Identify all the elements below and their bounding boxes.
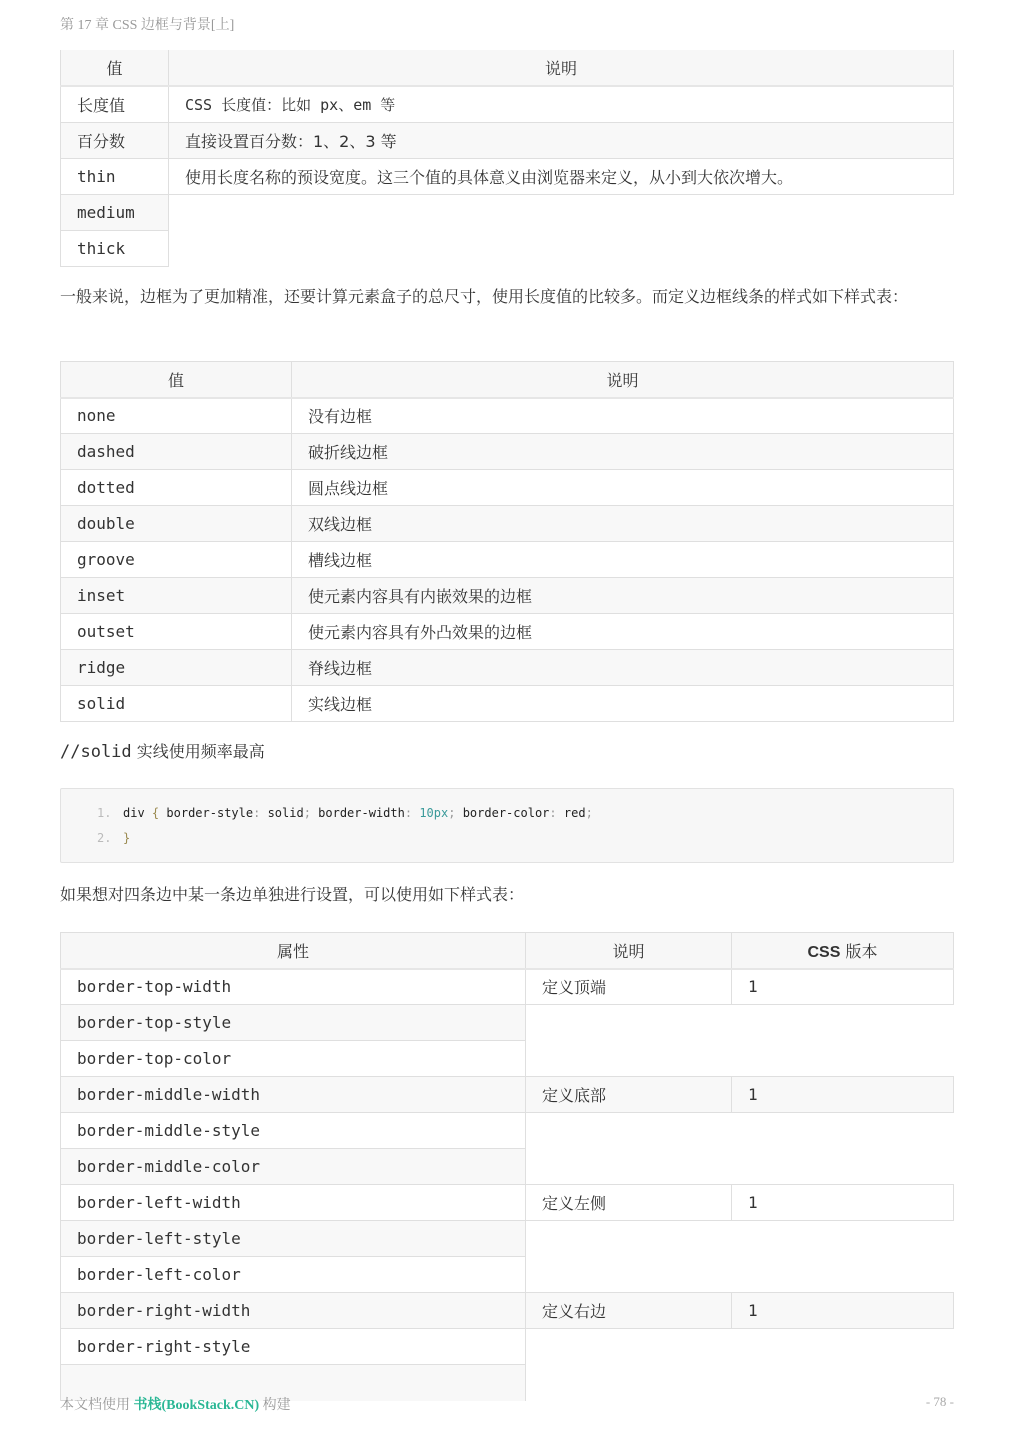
- cell-property: border-left-color: [61, 1257, 526, 1293]
- code-property: border-width: [318, 806, 405, 820]
- cell-value: medium: [61, 194, 169, 230]
- border-side-table: [60, 932, 954, 1401]
- table-row: [61, 614, 954, 650]
- table-row: [61, 158, 954, 194]
- cell-value: thick: [61, 230, 169, 266]
- cell-desc: 使元素内容具有外凸效果的边框: [292, 614, 954, 650]
- cell-version: 1: [732, 1077, 954, 1113]
- line-number: 2.: [97, 831, 112, 845]
- table-row: [61, 1185, 954, 1221]
- cell-property: border-left-style: [61, 1221, 526, 1257]
- col-header-desc: 说明: [169, 50, 954, 86]
- code-brace: }: [123, 831, 131, 845]
- col-header-property: 属性: [61, 933, 526, 969]
- table-row: [61, 122, 954, 158]
- cell-property: border-right-style: [61, 1329, 526, 1365]
- empty-cell: [526, 1041, 954, 1077]
- cell-desc: 定义顶端: [526, 969, 732, 1005]
- border-style-table: [60, 361, 954, 722]
- cell-property: border-top-width: [61, 969, 526, 1005]
- table-row: [61, 1005, 954, 1041]
- cell-property: border-top-color: [61, 1041, 526, 1077]
- footer-suffix: 构建: [259, 1398, 291, 1413]
- empty-cell: [526, 1149, 954, 1185]
- cell-value: solid: [61, 686, 292, 722]
- page-number: - 78 -: [925, 1394, 954, 1409]
- table-row: [61, 1221, 954, 1257]
- table-row: [61, 506, 954, 542]
- cell-desc: 使用长度名称的预设宽度。这三个值的具体意义由浏览器来定义，从小到大依次增大。: [169, 158, 954, 194]
- table-row: [61, 1293, 954, 1329]
- cell-desc: 破折线边框: [292, 434, 954, 470]
- cell-desc: 直接设置百分数：1、2、3 等: [169, 122, 954, 158]
- empty-cell: [169, 194, 954, 230]
- code-property: border-color: [462, 806, 550, 820]
- cell-property: border-top-style: [61, 1005, 526, 1041]
- table-row: [61, 434, 954, 470]
- empty-cell: [526, 1221, 954, 1257]
- cell-value: dashed: [61, 434, 292, 470]
- page-header-title: 第 17 章 CSS 边框与背景[上]: [60, 18, 235, 33]
- cell-desc: 槽线边框: [292, 542, 954, 578]
- code-property: border-style: [166, 806, 254, 820]
- footer-brand-link[interactable]: 书栈(BookStack.CN): [133, 1398, 260, 1413]
- table-row: [61, 230, 954, 266]
- cell-value: 长度值: [61, 86, 169, 122]
- code-selector: div: [123, 806, 145, 820]
- cell-desc: 没有边框: [292, 398, 954, 434]
- cell-value: dotted: [61, 470, 292, 506]
- line-number: 1.: [97, 806, 112, 820]
- cell-value: none: [61, 398, 292, 434]
- col-header-value: 值: [61, 362, 292, 398]
- cell-value: 百分数: [61, 122, 169, 158]
- cell-value: double: [61, 506, 292, 542]
- code-line: [97, 826, 953, 851]
- code-block: [60, 788, 954, 863]
- cell-value: ridge: [61, 650, 292, 686]
- cell-property: border-middle-color: [61, 1149, 526, 1185]
- cell-value: groove: [61, 542, 292, 578]
- col-header-desc: 说明: [292, 362, 954, 398]
- table-row: [61, 650, 954, 686]
- table-row: [61, 542, 954, 578]
- cell-value: inset: [61, 578, 292, 614]
- cell-version: 1: [732, 969, 954, 1005]
- table-row: [61, 578, 954, 614]
- cell-desc: 使元素内容具有内嵌效果的边框: [292, 578, 954, 614]
- note-code: //solid: [60, 742, 132, 762]
- cell-property: border-middle-width: [61, 1077, 526, 1113]
- empty-cell: [526, 1329, 954, 1365]
- table-row: [61, 470, 954, 506]
- cell-desc: 脊线边框: [292, 650, 954, 686]
- table-row: [61, 398, 954, 434]
- cell-property: border-left-width: [61, 1185, 526, 1221]
- code-value: solid: [267, 806, 304, 820]
- note-text: 实线使用频率最高: [131, 742, 265, 761]
- table-row: [61, 1257, 954, 1293]
- table-row: [61, 1149, 954, 1185]
- note-solid-usage: [60, 739, 265, 762]
- table-row: [61, 1113, 954, 1149]
- cell-desc: 双线边框: [292, 506, 954, 542]
- table-row: [61, 86, 954, 122]
- col-header-value: 值: [61, 50, 169, 86]
- col-header-version: CSS 版本: [732, 933, 954, 969]
- cell-desc: 定义左侧: [526, 1185, 732, 1221]
- table-row: [61, 1329, 954, 1365]
- empty-cell: [526, 1257, 954, 1293]
- paragraph-single-side: 如果想对四条边中某一条边单独进行设置，可以使用如下样式表：: [60, 885, 525, 904]
- footer-credit: [60, 1394, 291, 1414]
- footer-prefix: 本文档使用: [60, 1398, 134, 1413]
- table-row: [61, 969, 954, 1005]
- code-brace: {: [151, 806, 160, 820]
- code-number: 10px: [419, 806, 449, 820]
- cell-value: thin: [61, 158, 169, 194]
- paragraph-intro-styles: 一般来说，边框为了更加精准，还要计算元素盒子的总尺寸，使用长度值的比较多。而定义边框线条的样式如下样式表：: [60, 287, 909, 306]
- empty-cell: [169, 230, 954, 266]
- table-row: [61, 686, 954, 722]
- code-value: red: [563, 806, 586, 820]
- cell-desc: 定义右边: [526, 1293, 732, 1329]
- cell-desc: 实线边框: [292, 686, 954, 722]
- cell-desc: CSS 长度值：比如 px、em 等: [169, 86, 954, 122]
- code-line: 1. div { border-style: solid; border-width: 10px; border-color: red;: [97, 801, 953, 826]
- cell-property: border-right-width: [61, 1293, 526, 1329]
- cell-desc: 圆点线边框: [292, 470, 954, 506]
- table-row: [61, 1077, 954, 1113]
- empty-cell: [526, 1365, 954, 1401]
- col-header-desc: 说明: [526, 933, 732, 969]
- empty-cell: [526, 1113, 954, 1149]
- border-width-table: [60, 50, 954, 267]
- cell-property: border-middle-style: [61, 1113, 526, 1149]
- cell-version: 1: [732, 1293, 954, 1329]
- empty-cell: [526, 1005, 954, 1041]
- table-row: [61, 194, 954, 230]
- cell-desc: 定义底部: [526, 1077, 732, 1113]
- table-row: [61, 1041, 954, 1077]
- cell-version: 1: [732, 1185, 954, 1221]
- cell-value: outset: [61, 614, 292, 650]
